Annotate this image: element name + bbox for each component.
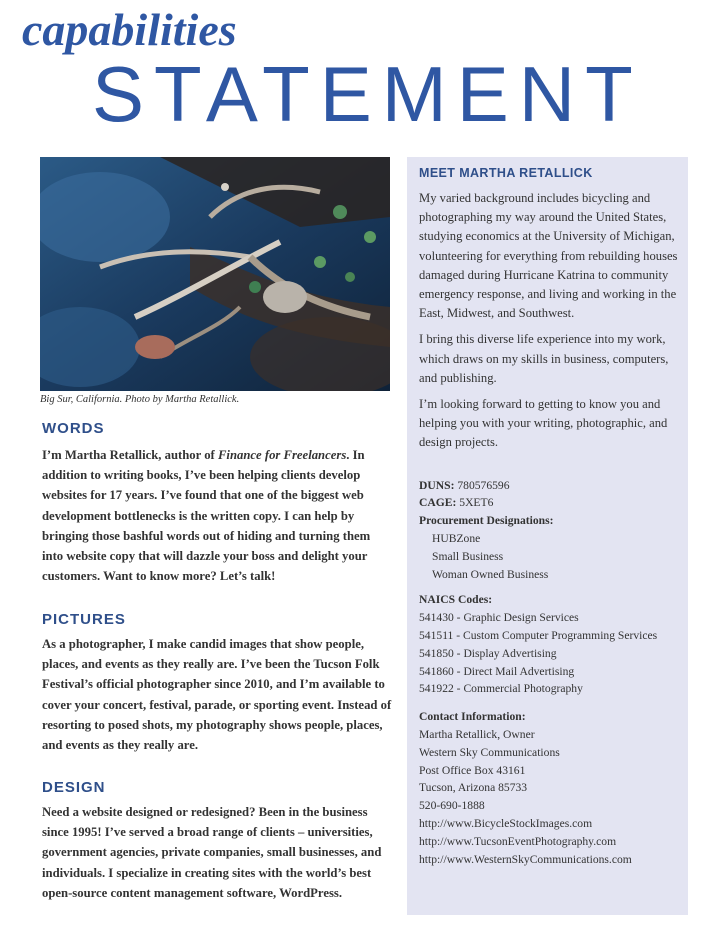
contact-name: Martha Retallick, Owner xyxy=(419,728,535,741)
bio-paragraph-3: I’m looking forward to getting to know you and helping you with your writing, photographic, and design projects. xyxy=(419,397,668,450)
book-title: Finance for Freelancers xyxy=(217,448,347,462)
pictures-text: As a photographer, I make candid images that show people, places, and events as they really are. I’ve been the Tucson Folk Festival’s official photographer since 2010, and I’m available to cover your concert, festival, parade, or sporting event. Instead of resorting to posed shots, my photography shows people, places, and events as they really are. xyxy=(42,637,392,753)
contact-address: Post Office Box 43161 xyxy=(419,763,526,777)
pictures-heading: PICTURES xyxy=(42,611,126,628)
cage-label: CAGE: xyxy=(419,496,457,510)
bio-paragraph-1: My varied background includes bicycling and photographing my way around the United States, studying economics at the University of Michigan, volunteering for everything from rebuilding houses damaged during Hurricane Katrina to community emergency response, and living and working in the East, Midwest, and Southwest. xyxy=(419,191,678,321)
design-text: Need a website designed or redesigned? Been in the business since 1995! I’ve served a broad range of clients – universities, government agencies, private companies, small businesses, and individuals. I specialize in creating sites with the world’s best open-source content management software, WordPress. xyxy=(42,805,382,900)
procurement-label: Procurement Designations: xyxy=(419,514,554,528)
title-capabilities: capabilities xyxy=(22,4,237,55)
contact-info xyxy=(419,708,685,868)
contact-link[interactable]: http://www.WesternSkyCommunications.com xyxy=(419,852,632,866)
contact-phone: 520-690-1888 xyxy=(419,799,485,813)
procurement-item: Small Business xyxy=(432,549,504,563)
cage-value: 5XET6 xyxy=(459,496,494,510)
words-text-start: I’m Martha Retallick, author of xyxy=(42,448,218,462)
contact-city: Tucson, Arizona 85733 xyxy=(419,781,528,795)
naics-item: 541922 - Commercial Photography xyxy=(419,682,583,696)
naics-label: NAICS Codes: xyxy=(419,593,493,607)
sidebar-heading: MEET MARTHA RETALLICK xyxy=(419,166,593,180)
photo-big-sur xyxy=(40,157,390,391)
words-text-end: . In addition to writing books, I’ve been helping clients develop websites for 17 years. I’ve found that one of the biggest web development bottlenecks is the written copy. I can help by bringing those bashful words out of hiding and turning them into website copy that will dazzle your boss and delight your customers. Want to know more? Let’s talk! xyxy=(42,448,371,584)
contact-company: Western Sky Communications xyxy=(419,745,560,759)
duns-label: DUNS: xyxy=(419,478,455,492)
title-statement: STATEMENT xyxy=(92,50,643,138)
words-text xyxy=(42,445,394,586)
sidebar-panel xyxy=(407,157,688,915)
procurement-item: Woman Owned Business xyxy=(432,567,549,581)
contact-label: Contact Information: xyxy=(419,710,526,724)
naics-item: 541430 - Graphic Design Services xyxy=(419,611,579,625)
cage-line xyxy=(419,494,685,512)
naics-info xyxy=(419,591,685,698)
naics-item: 541511 - Custom Computer Programming Services xyxy=(419,629,658,643)
section-design xyxy=(42,779,394,903)
photo-caption: Big Sur, California. Photo by Martha Retallick. xyxy=(40,394,240,405)
section-pictures xyxy=(42,611,394,755)
contact-link[interactable]: http://www.BicycleStockImages.com xyxy=(419,816,593,830)
section-words xyxy=(42,420,394,586)
bio-paragraph-2: I bring this diverse life experience into my work, which draws on my skills in business, computers, and publishing. xyxy=(419,332,669,385)
naics-item: 541860 - Direct Mail Advertising xyxy=(419,664,575,678)
design-heading: DESIGN xyxy=(42,779,106,796)
registration-info xyxy=(419,477,685,584)
naics-item: 541850 - Display Advertising xyxy=(419,646,557,660)
procurement-item: HUBZone xyxy=(432,532,481,546)
duns-value: 780576596 xyxy=(457,478,510,492)
duns-line xyxy=(419,477,685,495)
contact-link[interactable]: http://www.TucsonEventPhotography.com xyxy=(419,834,617,848)
words-heading: WORDS xyxy=(42,420,105,437)
